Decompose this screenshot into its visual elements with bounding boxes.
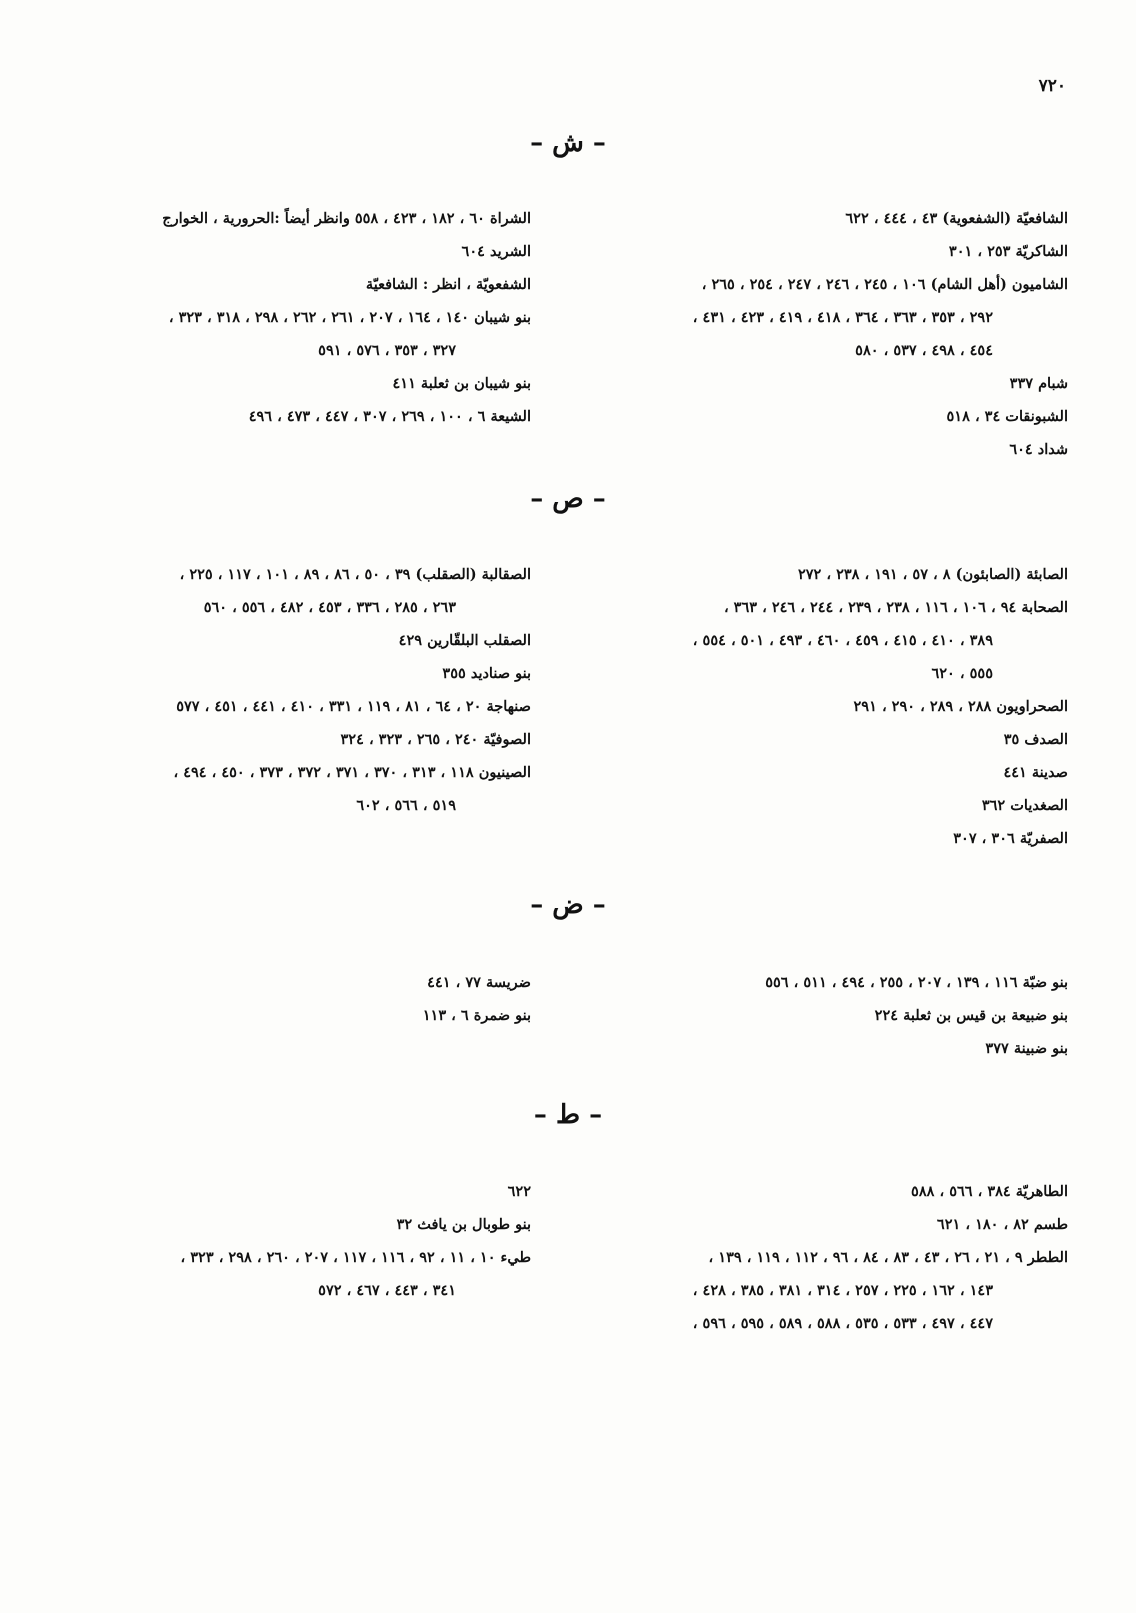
index-entry-text: بنو ضبّة ١١٦ ، ١٣٩ ، ٢٠٧ ، ٢٥٥ ، ٤٩٤ ، ٥١١ ، ٥٥٦ xyxy=(765,974,1068,991)
index-entry-continuation: ١٤٣ ، ١٦٢ ، ٢٢٥ ، ٢٥٧ ، ٣١٤ ، ٣٨١ ، ٣٨٥ ، ٤٢٨ ، xyxy=(692,1282,993,1299)
index-entry xyxy=(598,822,1068,855)
index-entry-text: الشافعيّة (الشفعوية) ٤٣ ، ٤٤٤ ، ٦٢٢ xyxy=(845,210,1068,227)
index-entry xyxy=(56,367,531,400)
index-entry xyxy=(56,268,531,301)
index-entry-text: شداد ٦٠٤ xyxy=(1009,441,1068,458)
index-entry xyxy=(598,433,1068,466)
index-entry xyxy=(56,558,531,624)
section-heading-dad: – ض – xyxy=(530,890,606,920)
column-right-shin xyxy=(598,202,1068,466)
column-right-sad xyxy=(598,558,1068,855)
index-entry-text: الشبونقات ٣٤ ، ٥١٨ xyxy=(946,408,1068,425)
index-entry-text: الصحراويون ٢٨٨ ، ٢٨٩ ، ٢٩٠ ، ٢٩١ xyxy=(853,698,1068,715)
index-entry-continuation: ٥١٩ ، ٥٦٦ ، ٦٠٢ xyxy=(356,797,456,814)
index-entry-text: الشراة ٦٠ ، ١٨٢ ، ٤٢٣ ، ٥٥٨ وانظر أيضاً :الحرورية ، الخوارج xyxy=(162,210,531,227)
index-entry xyxy=(56,301,531,367)
index-entry-text: الصدف ٣٥ xyxy=(1003,731,1068,748)
section-heading-ta: – ط – xyxy=(533,1100,603,1130)
index-entry xyxy=(598,268,1068,367)
index-entry-text: الصوفيّة ٢٤٠ ، ٢٦٥ ، ٣٢٣ ، ٣٢٤ xyxy=(340,731,531,748)
index-entry xyxy=(56,723,531,756)
index-entry-continuation: ٣٤١ ، ٤٤٣ ، ٤٦٧ ، ٥٧٢ xyxy=(318,1282,456,1299)
index-entry-continuation: ٤٤٧ ، ٤٩٧ ، ٥٣٣ ، ٥٣٥ ، ٥٨٨ ، ٥٨٩ ، ٥٩٥ ، ٥٩٦ ، xyxy=(692,1315,993,1332)
index-entry xyxy=(56,235,531,268)
column-left-ta xyxy=(56,1175,531,1307)
index-entry-text: صدينة ٤٤١ xyxy=(1003,764,1068,781)
index-entry-continuation: ٣٨٩ ، ٤١٠ ، ٤١٥ ، ٤٥٩ ، ٤٦٠ ، ٤٩٣ ، ٥٠١ ، ٥٥٤ ، xyxy=(692,632,993,649)
index-entry-text: الصقالبة (الصقلب) ٣٩ ، ٥٠ ، ٨٦ ، ٨٩ ، ١٠١ ، ١١٧ ، ٢٢٥ ، xyxy=(179,566,531,583)
index-entry-text: صنهاجة ٢٠ ، ٦٤ ، ٨١ ، ١١٩ ، ٣٣١ ، ٤١٠ ، ٤٤١ ، ٤٥١ ، ٥٧٧ xyxy=(176,698,531,715)
index-entry xyxy=(56,1241,531,1307)
index-entry-text: بنو ضبيعة بن قيس بن ثعلبة ٢٢٤ xyxy=(874,1007,1068,1024)
index-entry xyxy=(598,400,1068,433)
column-left-shin xyxy=(56,202,531,433)
index-entry xyxy=(598,999,1068,1032)
section-heading-shin: – ش – xyxy=(530,128,606,158)
index-entry xyxy=(56,657,531,690)
index-entry xyxy=(56,690,531,723)
index-entry-text: طيء ١٠ ، ١١ ، ٩٢ ، ١١٦ ، ١١٧ ، ٢٠٧ ، ٢٦٠ ، ٢٩٨ ، ٣٢٣ ، xyxy=(180,1249,531,1266)
index-entry-continuation: ٢٩٢ ، ٣٥٣ ، ٣٦٣ ، ٣٦٤ ، ٤١٨ ، ٤١٩ ، ٤٢٣ ، ٤٣١ ، xyxy=(692,309,993,326)
index-entry-continuation: ٤٥٤ ، ٤٩٨ ، ٥٣٧ ، ٥٨٠ xyxy=(855,342,993,359)
index-entry-continuation: ٥٥٥ ، ٦٢٠ xyxy=(931,665,993,682)
index-entry xyxy=(598,756,1068,789)
index-entry xyxy=(56,1208,531,1241)
index-entry xyxy=(56,999,531,1032)
column-right-dad xyxy=(598,966,1068,1065)
index-entry-text: الصغديات ٣٦٢ xyxy=(981,797,1068,814)
index-entry xyxy=(598,202,1068,235)
index-entry-text: الصفريّة ٣٠٦ ، ٣٠٧ xyxy=(953,830,1068,847)
index-entry-text: ٦٢٢ xyxy=(507,1183,531,1200)
index-entry-text: الصقلب البلقّارين ٤٢٩ xyxy=(398,632,531,649)
index-entry-text: بنو طوبال بن يافث ٣٢ xyxy=(396,1216,531,1233)
index-entry xyxy=(598,789,1068,822)
index-entry xyxy=(598,367,1068,400)
index-entry xyxy=(598,1032,1068,1065)
index-entry-text: الشريد ٦٠٤ xyxy=(461,243,531,260)
index-entry-text: ضريسة ٧٧ ، ٤٤١ xyxy=(427,974,531,991)
index-entry xyxy=(598,966,1068,999)
page-number: ٧٢٠ xyxy=(1038,76,1066,96)
index-entry-text: الصابئة (الصابئون) ٨ ، ٥٧ ، ١٩١ ، ٢٣٨ ، ٢٧٢ xyxy=(797,566,1068,583)
index-entry xyxy=(56,624,531,657)
index-entry-text: الشاميون (أهل الشام) ١٠٦ ، ٢٤٥ ، ٢٤٦ ، ٢٤٧ ، ٢٥٤ ، ٢٦٥ ، xyxy=(701,276,1068,293)
index-entry-text: الصحابة ٩٤ ، ١٠٦ ، ١١٦ ، ٢٣٨ ، ٢٣٩ ، ٢٤٤ ، ٢٤٦ ، ٣٦٣ ، xyxy=(723,599,1068,616)
index-entry-text: بنو ضمرة ٦ ، ١١٣ xyxy=(422,1007,531,1024)
index-entry-text: بنو ضبينة ٣٧٧ xyxy=(985,1040,1068,1057)
index-entry xyxy=(56,1175,531,1208)
column-right-ta xyxy=(598,1175,1068,1340)
index-entry-text: بنو صناديد ٣٥٥ xyxy=(442,665,531,682)
index-entry xyxy=(56,400,531,433)
index-entry xyxy=(56,202,531,235)
index-entry-text: بنو شيبان ١٤٠ ، ١٦٤ ، ٢٠٧ ، ٢٦١ ، ٢٦٢ ، ٢٩٨ ، ٣١٨ ، ٣٢٣ ، xyxy=(168,309,531,326)
index-entry-text: الططر ٩ ، ٢١ ، ٢٦ ، ٤٣ ، ٨٣ ، ٨٤ ، ٩٦ ، ١١٢ ، ١١٩ ، ١٣٩ ، xyxy=(708,1249,1068,1266)
index-entry xyxy=(598,1175,1068,1208)
index-entry-text: شبام ٣٣٧ xyxy=(1009,375,1068,392)
index-entry-text: طسم ٨٢ ، ١٨٠ ، ٦٢١ xyxy=(936,1216,1068,1233)
index-entry xyxy=(598,558,1068,591)
index-entry-text: الطاهريّة ٣٨٤ ، ٥٦٦ ، ٥٨٨ xyxy=(911,1183,1068,1200)
index-entry xyxy=(56,966,531,999)
index-entry-text: الصينيون ١١٨ ، ٣١٣ ، ٣٧٠ ، ٣٧١ ، ٣٧٢ ، ٣٧٣ ، ٤٥٠ ، ٤٩٤ ، xyxy=(173,764,531,781)
column-left-dad xyxy=(56,966,531,1032)
index-entry-text: الشفعويّة ، انظر : الشافعيّة xyxy=(365,276,531,293)
index-entry xyxy=(56,756,531,822)
index-entry xyxy=(598,591,1068,690)
index-entry-continuation: ٢٦٣ ، ٢٨٥ ، ٣٣٦ ، ٤٥٣ ، ٤٨٢ ، ٥٥٦ ، ٥٦٠ xyxy=(203,599,456,616)
index-entry-continuation: ٣٢٧ ، ٣٥٣ ، ٥٧٦ ، ٥٩١ xyxy=(318,342,456,359)
index-entry-text: الشاكريّة ٢٥٣ ، ٣٠١ xyxy=(948,243,1068,260)
column-left-sad xyxy=(56,558,531,822)
index-entry xyxy=(598,1208,1068,1241)
index-entry xyxy=(598,690,1068,723)
index-entry xyxy=(598,235,1068,268)
index-entry-text: الشيعة ٦ ، ١٠٠ ، ٢٦٩ ، ٣٠٧ ، ٤٤٧ ، ٤٧٣ ، ٤٩٦ xyxy=(248,408,531,425)
index-entry xyxy=(598,1241,1068,1340)
section-heading-sad: – ص – xyxy=(530,484,606,514)
index-entry xyxy=(598,723,1068,756)
index-entry-text: بنو شيبان بن ثعلبة ٤١١ xyxy=(392,375,531,392)
